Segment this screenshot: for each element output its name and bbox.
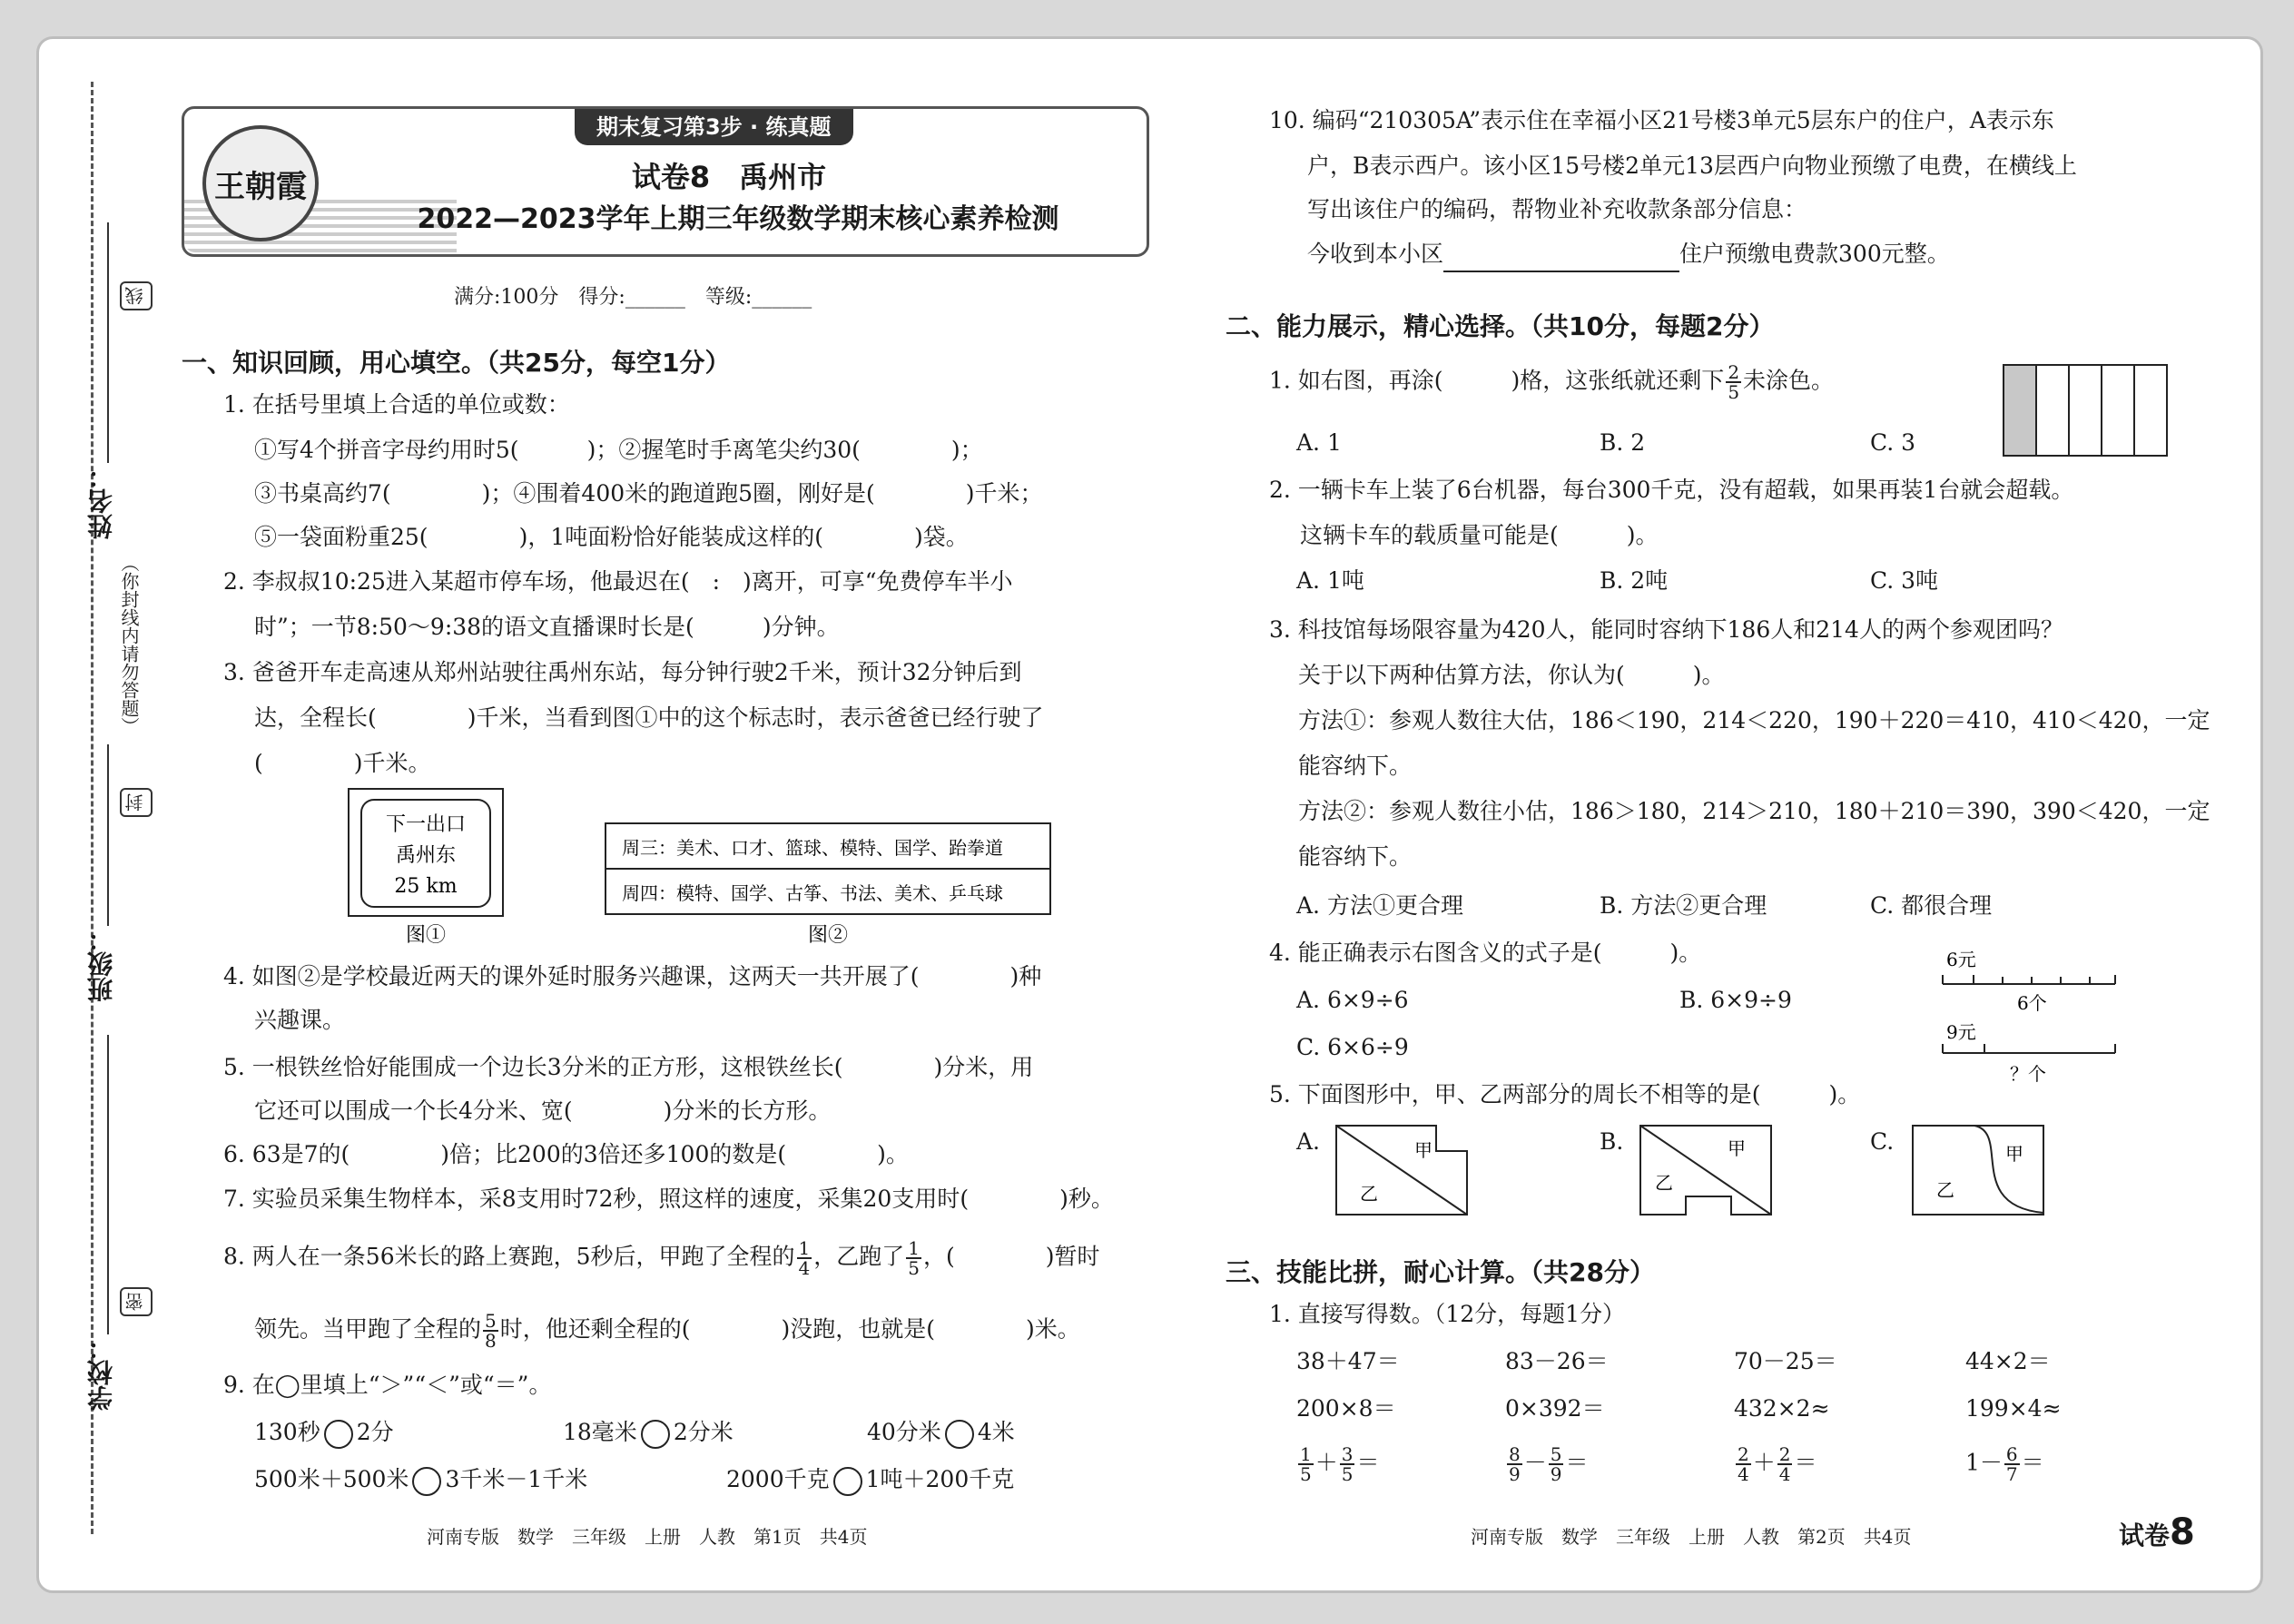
c4-label-qcount: ？个 (2010, 1063, 2046, 1085)
c5-option-b[interactable]: B. (1600, 1128, 1624, 1155)
c5-option-a[interactable]: A. (1296, 1128, 1321, 1155)
sign-line-2: 禹州东 (395, 844, 457, 867)
c3-line-a: 3. 科技馆每场限容量为420人，能同时容纳下186人和214人的两个参观团吗？ (1269, 616, 2063, 643)
step-tag: 期末复习第3步 · 练真题 (575, 109, 853, 145)
q8-text-4: 领先。当甲跑了全程的 (254, 1315, 482, 1343)
c2-line-a: 2. 一辆卡车上装了6台机器，每台300千克，没有超载，如果再装1台就会超载。 (1269, 477, 2074, 503)
sign-line-1: 下一出口 (385, 813, 467, 836)
name-field[interactable] (107, 222, 109, 463)
paper-subtitle: 2022—2023学年上期三年级数学期末核心素养检测 (417, 203, 1059, 235)
c1-option-b[interactable]: B. 2 (1600, 429, 1646, 456)
c4-option-c[interactable]: C. 6×6÷9 (1296, 1034, 1409, 1060)
calc-fraction-1: $\frac{1}{5}$ ＋ $\frac{3}{5}$ ＝ (1300, 1443, 1380, 1485)
figure-1-road-sign (345, 785, 527, 949)
q1-line-c: ⑤一袋面粉重25( )，1吨面粉恰好能装成这样的( )袋。 (254, 524, 969, 550)
c5-figure-c (1911, 1124, 2047, 1218)
c4-label-6yuan: 6元 (1946, 949, 1976, 970)
c1-option-c[interactable]: C. 3 (1870, 429, 1916, 456)
footer-left: 河南专版 数学 三年级 上册 人教 第1页 共4页 (427, 1526, 868, 1548)
q9-stem: 9. 在◯里填上“＞”“＜”或“＝”。 (223, 1372, 552, 1398)
class-label: 班级： (86, 926, 116, 1002)
q8-text-5: 时，他还剩全程的( )没跑，也就是( )米。 (499, 1315, 1080, 1343)
fraction-5-8: $\frac{5}{8}$ (485, 1310, 497, 1352)
d1-stem: 1. 直接写得数。（12分，每题1分） (1269, 1301, 1626, 1327)
q10-line-d: 今收到本小区 住户预缴电费款300元整。 (1307, 238, 1950, 272)
c4-label-6count: 6个 (2017, 992, 2047, 1014)
q9-item-3: 40分米 4米 (867, 1416, 1015, 1449)
no-answer-note: （你封线内请勿答题） (118, 554, 140, 735)
fraction-1-5: $\frac{1}{5}$ (908, 1237, 921, 1279)
calc-item: 38＋47＝ (1296, 1348, 1400, 1374)
c5-figure-b (1639, 1124, 1775, 1218)
c3-line-d: 能容纳下。 (1298, 753, 1413, 779)
c4-option-a[interactable]: A. 6×9÷6 (1296, 987, 1409, 1013)
calc-item: 199×4≈ (1965, 1395, 2062, 1422)
seal-seal: 封 (120, 788, 153, 817)
brand-logo (202, 125, 319, 241)
figure-2-caption: 图② (807, 924, 849, 947)
figure-2-schedule (604, 822, 1058, 949)
sign-line-3: 25 km (394, 875, 458, 898)
header-banner (182, 106, 1149, 257)
q1-line-a: ①写4个拼音字母约用时5( )；②握笔时手离笔尖约30( )； (254, 437, 983, 463)
fraction-1-4: $\frac{1}{4}$ (798, 1237, 811, 1279)
c4-label-9yuan: 9元 (1946, 1021, 1976, 1043)
q1-stem: 1. 在括号里填上合适的单位或数： (223, 391, 570, 418)
section-3-heading: 三、技能比拼，耐心计算。（共28分） (1226, 1257, 1655, 1287)
calc-fraction-3: $\frac{2}{4}$ ＋ $\frac{2}{4}$ ＝ (1738, 1443, 1817, 1485)
paper-title: 试卷8 禹州市 (631, 160, 827, 194)
svg-text:乙: 乙 (1360, 1183, 1378, 1205)
calc-item: 70－25＝ (1734, 1348, 1837, 1374)
q3-line-b: 达，全程长( )千米，当看到图①中的这个标志时，表示爸爸已经行驶了 (254, 704, 1044, 731)
compare-circle-3[interactable] (945, 1420, 974, 1449)
c2-option-c[interactable]: C. 3吨 (1870, 567, 1939, 594)
q3-line-a: 3. 爸爸开车走高速从郑州站驶往禹州东站，每分钟行驶2千米，预计32分钟后到 (223, 659, 1022, 685)
q8-line-b (254, 1312, 1080, 1350)
class-field[interactable] (107, 744, 109, 926)
section-1-heading: 一、知识回顾，用心填空。（共25分，每空1分） (182, 348, 731, 378)
cut-line (91, 82, 94, 1534)
secret-seal: 密 (120, 1287, 153, 1316)
badge-label: 试卷 (2119, 1521, 2171, 1550)
logo-text: 王朝霞 (214, 168, 307, 205)
badge-number: 8 (2170, 1511, 2195, 1553)
compare-circle-1[interactable] (324, 1420, 353, 1449)
q6-line: 6. 63是7的( )倍；比200的3倍还多100的数是( )。 (223, 1141, 909, 1167)
svg-text:乙: 乙 (1655, 1172, 1673, 1194)
c4-option-b[interactable]: B. 6×9÷9 (1679, 987, 1792, 1013)
calc-fraction-4: 1－ $\frac{6}{7}$ ＝ (1965, 1443, 2044, 1485)
footer-right: 河南专版 数学 三年级 上册 人教 第2页 共4页 (1471, 1526, 1912, 1548)
line-seal: 线 (120, 281, 153, 310)
q8-text-2: ，乙跑了 (813, 1243, 905, 1270)
name-label: 姓名： (86, 463, 116, 539)
q8-text-3: ，( )暂时 (923, 1243, 1100, 1270)
calc-item: 200×8＝ (1296, 1395, 1396, 1422)
c5-option-c[interactable]: C. (1870, 1128, 1895, 1155)
c3-option-c[interactable]: C. 都很合理 (1870, 892, 1993, 919)
c1-grid-figure (2002, 363, 2174, 459)
c2-option-a[interactable]: A. 1吨 (1296, 567, 1364, 594)
compare-circle-2[interactable] (641, 1420, 670, 1449)
c3-line-e: 方法②：参观人数往小估，186＞180，214＞210，180＋210＝390，390＜420，一定 (1298, 798, 2210, 824)
c3-option-b[interactable]: B. 方法②更合理 (1600, 892, 1767, 919)
school-label: 学校： (86, 1334, 116, 1411)
fraction-2-5: $\frac{2}{5}$ (1728, 361, 1740, 403)
c3-line-c: 方法①：参观人数往大估，186＜190，214＜220，190＋220＝410，410＜420，一定 (1298, 707, 2210, 733)
q9-item-2: 18毫米 2分米 (563, 1416, 733, 1449)
q7-line: 7. 实验员采集生物样本，采8支用时72秒，照这样的速度，采集20支用时( )秒。 (223, 1186, 1114, 1212)
c4-segment-diagram (1934, 944, 2133, 1089)
c5-figure-a (1334, 1124, 1471, 1218)
q4-line-b: 兴趣课。 (254, 1007, 346, 1033)
c4-stem: 4. 能正确表示右图含义的式子是( )。 (1269, 940, 1702, 966)
calc-item: 432×2≈ (1734, 1395, 1830, 1422)
compare-circle-4[interactable] (412, 1467, 441, 1496)
q3-line-c: ( )千米。 (254, 750, 431, 776)
paper-badge (2119, 1511, 2195, 1553)
figure-1-caption: 图① (405, 924, 447, 947)
q10-line-a: 10. 编码“210305A”表示住在幸福小区21号楼3单元5层东户的住户，A表示东 (1269, 107, 2054, 133)
q2-line-b: 时”；一节8:50～9:38的语文直播课时长是( )分钟。 (254, 614, 840, 640)
q4-line-a: 4. 如图②是学校最近两天的课外延时服务兴趣课，这两天一共开展了( )种 (223, 963, 1042, 989)
q10-answer-blank[interactable] (1443, 238, 1679, 272)
c5-stem: 5. 下面图形中，甲、乙两部分的周长不相等的是( )。 (1269, 1081, 1861, 1107)
q5-line-a: 5. 一根铁丝恰好能围成一个边长3分米的正方形，这根铁丝长( )分米，用 (223, 1054, 1034, 1080)
c3-option-a[interactable]: A. 方法①更合理 (1296, 892, 1463, 919)
svg-text:甲: 甲 (1728, 1137, 1746, 1159)
calc-item: 0×392＝ (1505, 1395, 1605, 1422)
calc-item: 44×2＝ (1965, 1348, 2051, 1374)
schedule-row-thu: 周四：模特、国学、古筝、书法、美术、乒乓球 (622, 882, 1003, 904)
section-2-heading: 二、能力展示，精心选择。（共10分，每题2分） (1226, 311, 1775, 341)
q9-item-5: 2000千克 1吨＋200千克 (726, 1463, 1014, 1496)
score-line: 满分:100分 得分:______ 等级:______ (454, 286, 812, 309)
school-field[interactable] (107, 1035, 109, 1334)
svg-text:乙: 乙 (1936, 1179, 1954, 1201)
c3-line-b: 关于以下两种估算方法，你认为( )。 (1298, 662, 1725, 688)
q8-line-a (223, 1239, 1100, 1277)
svg-text:甲: 甲 (2005, 1143, 2023, 1165)
compare-circle-5[interactable] (833, 1467, 862, 1496)
calc-item: 83－26＝ (1505, 1348, 1609, 1374)
q1-line-b: ③书桌高约7( )；④围着400米的跑道跑5圈，刚好是( )千米； (254, 480, 1043, 507)
q9-item-1: 130秒 2分 (254, 1416, 394, 1449)
c1-stem: 1. 如右图，再涂( )格，这张纸就还剩下 $\frac{2}{5}$ 未涂色。 (1269, 361, 1835, 403)
c1-option-a[interactable]: A. 1 (1296, 429, 1342, 456)
q8-text-1: 8. 两人在一条56米长的路上赛跑，5秒后，甲跑了全程的 (223, 1243, 795, 1270)
q10-line-b: 户，B表示西户。该小区15号楼2单元13层西户向物业预缴了电费，在横线上 (1307, 153, 2077, 179)
q5-line-b: 它还可以围成一个长4分米、宽( )分米的长方形。 (254, 1097, 832, 1124)
c2-line-b: 这辆卡车的载质量可能是( )。 (1300, 522, 1659, 548)
c2-option-b[interactable]: B. 2吨 (1600, 567, 1669, 594)
calc-fraction-2: $\frac{8}{9}$ － $\frac{5}{9}$ ＝ (1509, 1443, 1589, 1485)
q9-item-4: 500米＋500米 3千米－1千米 (254, 1463, 587, 1496)
svg-text:甲: 甲 (1414, 1139, 1433, 1161)
schedule-row-wed: 周三：美术、口才、篮球、模特、国学、跆拳道 (622, 837, 1003, 859)
q2-line-a: 2. 李叔叔10:25进入某超市停车场，他最迟在( : )离开，可享“免费停车半小 (223, 568, 1013, 595)
c3-line-f: 能容纳下。 (1298, 843, 1413, 870)
q10-line-c: 写出该住户的编码，帮物业补充收款条部分信息： (1307, 196, 1807, 222)
